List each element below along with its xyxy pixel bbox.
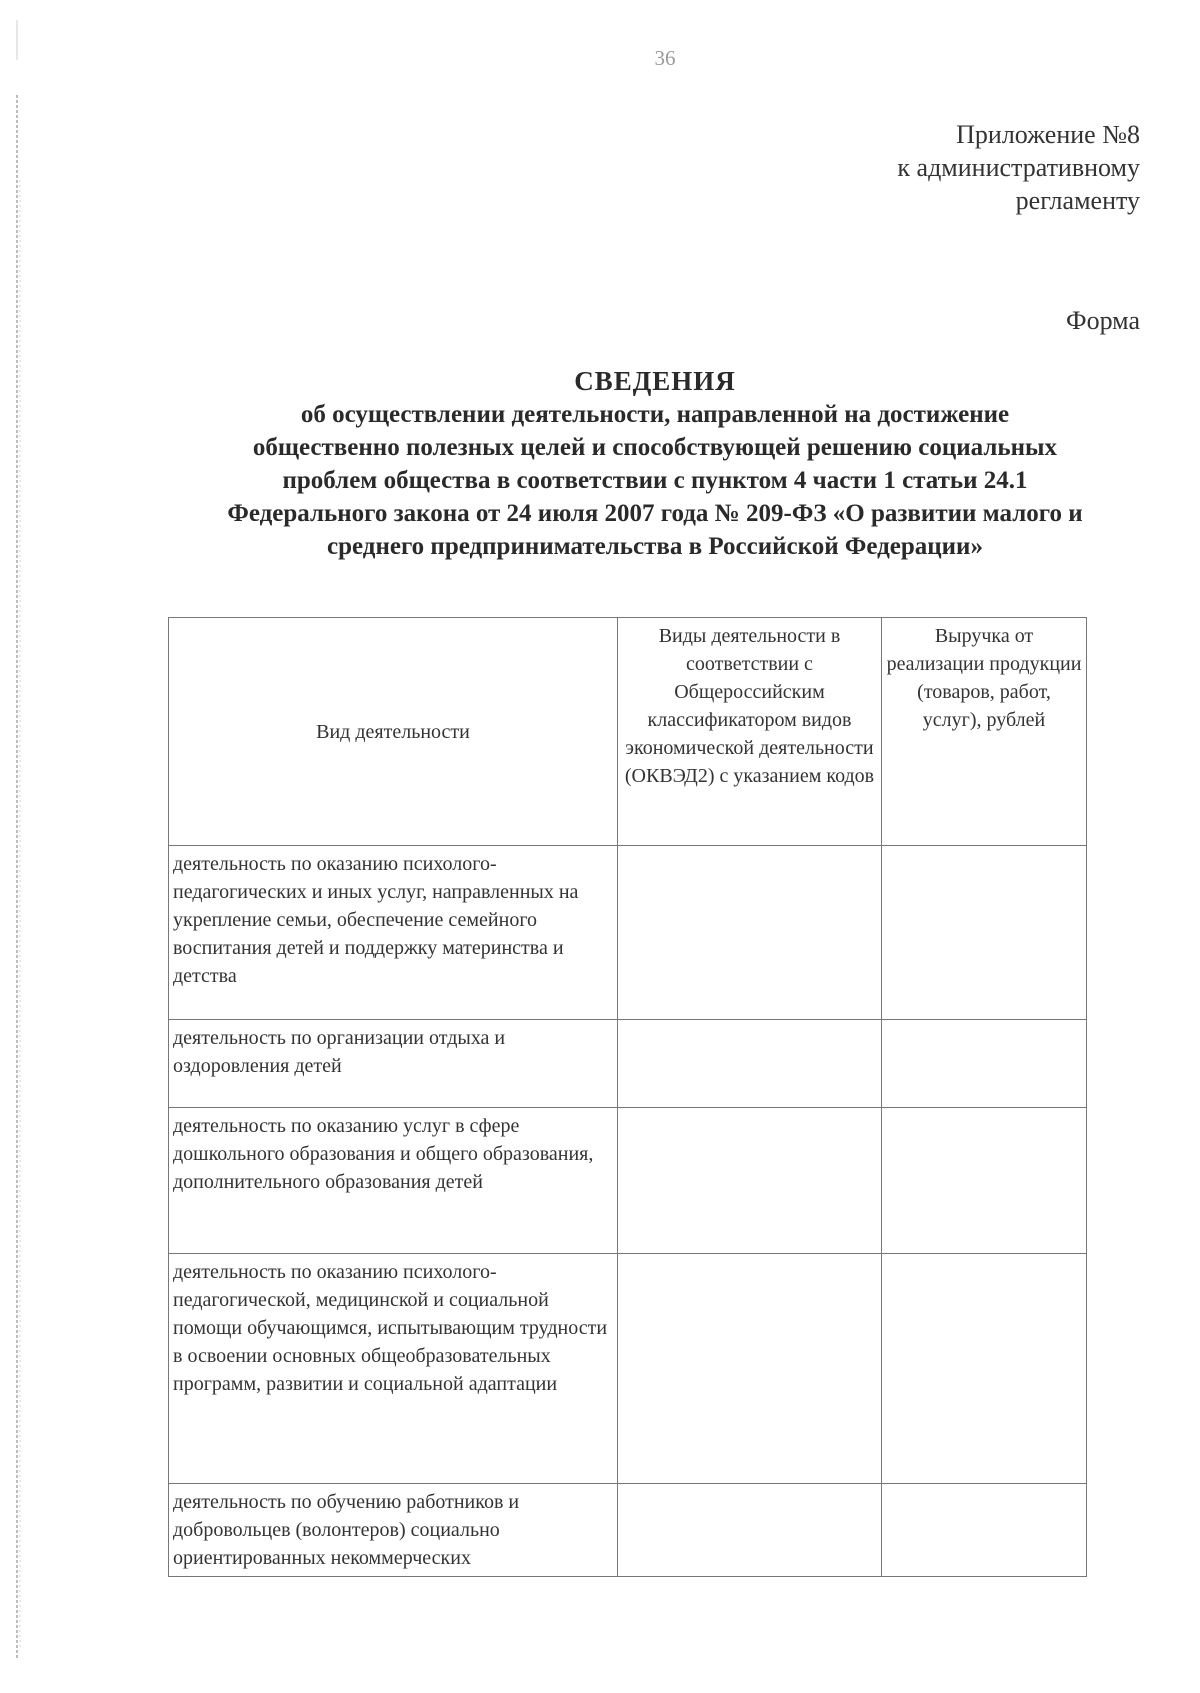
revenue-cell[interactable] xyxy=(882,1484,1087,1577)
appendix-line-1: Приложение №8 xyxy=(956,120,1140,149)
header-okved: Виды деятельности в соответствии с Общероссийским классификатором видов экономической деятельности (ОКВЭД2) с указанием кодов xyxy=(618,618,882,846)
table-row xyxy=(169,1108,1087,1254)
revenue-cell[interactable] xyxy=(882,1108,1087,1254)
subtitle-line-4: Федерального закона от 24 июля 2007 года № 209-ФЗ «О развитии малого и xyxy=(227,500,1083,527)
document-subtitle xyxy=(160,398,1150,563)
appendix-note xyxy=(897,118,1140,217)
activity-cell: деятельность по оказанию психолого-педагогических и иных услуг, направленных на укрепление семьи, обеспечение семейного воспитания детей и поддержку материнства и детства xyxy=(169,846,618,1020)
okved-cell[interactable] xyxy=(618,1020,882,1108)
subtitle-line-2: общественно полезных целей и способствующей решению социальных xyxy=(252,434,1058,461)
subtitle-line-1: об осуществлении деятельности, направленной на достижение xyxy=(300,401,1010,428)
activity-cell: деятельность по организации отдыха и оздоровления детей xyxy=(169,1020,618,1108)
activity-cell: деятельность по оказанию услуг в сфере дошкольного образования и общего образования, дополнительного образования детей xyxy=(169,1108,618,1254)
scan-edge-artifact xyxy=(0,0,26,1693)
header-activity: Вид деятельности xyxy=(169,618,618,846)
page-number: 36 xyxy=(654,46,676,70)
form-label: Форма xyxy=(1066,306,1140,335)
table-row xyxy=(169,846,1087,1020)
document-title: СВЕДЕНИЯ xyxy=(574,366,736,396)
appendix-line-3: регламенту xyxy=(1015,186,1140,215)
okved-cell[interactable] xyxy=(618,1254,882,1484)
subtitle-line-5: среднего предпринимательства в Российской Федерации» xyxy=(327,533,983,560)
activity-cell: деятельность по оказанию психолого-педагогической, медицинской и социальной помощи обучающимся, испытывающим трудности в освоении основных общеобразовательных программ, развитии и социальной адаптации xyxy=(169,1254,618,1484)
activity-cell: деятельность по обучению работников и добровольцев (волонтеров) социально ориентированных некоммерческих xyxy=(169,1484,618,1577)
revenue-cell[interactable] xyxy=(882,846,1087,1020)
okved-cell[interactable] xyxy=(618,1484,882,1577)
revenue-cell[interactable] xyxy=(882,1254,1087,1484)
table-row xyxy=(169,1484,1087,1577)
activity-table xyxy=(168,617,1087,1577)
revenue-cell[interactable] xyxy=(882,1020,1087,1108)
table-row xyxy=(169,1020,1087,1108)
appendix-line-2: к административному xyxy=(897,153,1140,182)
okved-cell[interactable] xyxy=(618,846,882,1020)
okved-cell[interactable] xyxy=(618,1108,882,1254)
subtitle-line-3: проблем общества в соответствии с пунктом 4 части 1 статьи 24.1 xyxy=(282,467,1028,494)
table-row xyxy=(169,1254,1087,1484)
header-revenue: Выручка от реализации продукции (товаров, работ, услуг), рублей xyxy=(882,618,1087,846)
table-header-row xyxy=(169,618,1087,846)
